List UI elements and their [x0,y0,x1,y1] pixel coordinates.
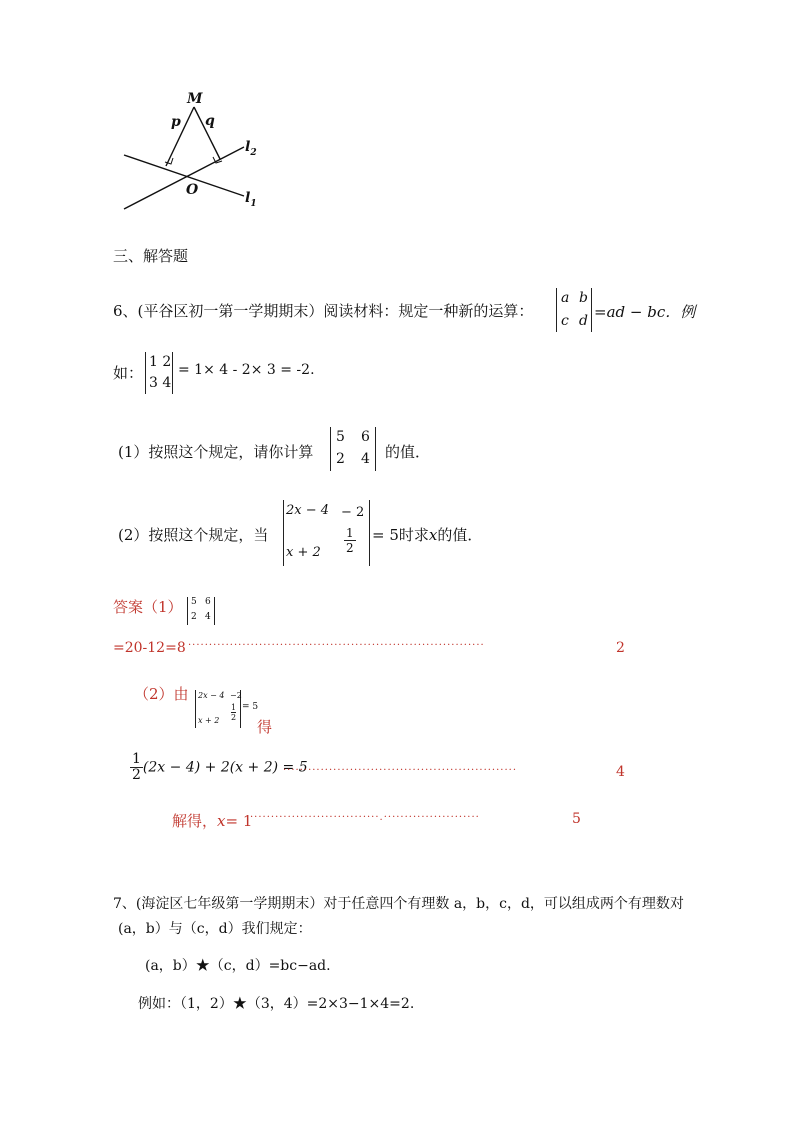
q6-def-rhs: =ad − bc．例 [594,303,696,321]
label-O: O [186,182,199,198]
answer-part2-got: 得 [257,718,273,736]
answer-part2-determinant: 2x − 4 −2 x + 2 1 2 [195,690,241,728]
line-l2 [124,147,244,209]
answer-score2: 4 [616,764,625,780]
answer-line1: =20-12=8 [113,640,186,656]
q7-line1: 7、(海淀区七年级第一学期期末）对于任意四个有理数 a，b，c，d，可以组成两个有理数对 [113,896,684,912]
q6-part1-tail: 的值． [385,443,431,461]
answer-dots2: ························································ [283,765,518,776]
q7-line2: (a，b）与（c，d）我们规定： [118,921,312,937]
answer-part2-label: （2）由 [134,685,189,703]
q6-example-determinant: 1 2 3 4 [145,352,173,394]
answer-score3: 5 [572,811,581,827]
answer-small-determinant: 5 6 2 4 [187,597,215,625]
label-l2: $l_2$ [245,139,257,158]
section-heading: 三、解答题 [113,247,189,265]
q6-example-prefix: 如： [113,364,144,382]
label-M: M [187,91,203,107]
label-q: q [205,113,215,129]
label-p: p [171,114,181,130]
answer-dots3: ·······························.······················· [250,812,480,823]
line-l1 [124,155,244,196]
answer-label: 答案（1） [113,598,183,616]
q6-part2-determinant: 2x − 4 − 2 x + 2 1 2 [283,500,370,566]
q6-part1-determinant: 5 6 2 4 [330,427,376,471]
answer-dots1: ······································································· [188,640,485,651]
q6-intro: 6、(平谷区初一第一学期期末）阅读材料：规定一种新的运算： [113,302,534,320]
q6-part2-text: (2）按照这个规定，当 [118,526,269,544]
q6-def-determinant: a b c d [556,288,592,332]
q6-part1-text: (1）按照这个规定，请你计算 [118,443,314,461]
q6-part2-fraction: 1 2 [346,526,354,555]
answer-score1: 2 [616,640,625,656]
answer-part2-det-rhs: = 5 [242,702,259,712]
answer-solve: 解得，x= 1 [172,812,253,830]
label-l1: $l_1$ [245,190,257,209]
q6-part2-tail: = 5时求x的值． [372,526,483,544]
q7-rule: (a，b）★（c，d）=bc−ad. [145,958,331,974]
q6-example-rhs: = 1× 4 - 2× 3 = -2. [178,362,315,378]
answer-part2-fraction: 1 2 [231,703,237,722]
q7-example: 例如：（1，2）★（3，4）=2×3−1×4=2. [138,996,415,1012]
answer-equation: $\frac{1}{2}$ (2x − 4) + 2(x + 2) = 5 [132,751,308,783]
